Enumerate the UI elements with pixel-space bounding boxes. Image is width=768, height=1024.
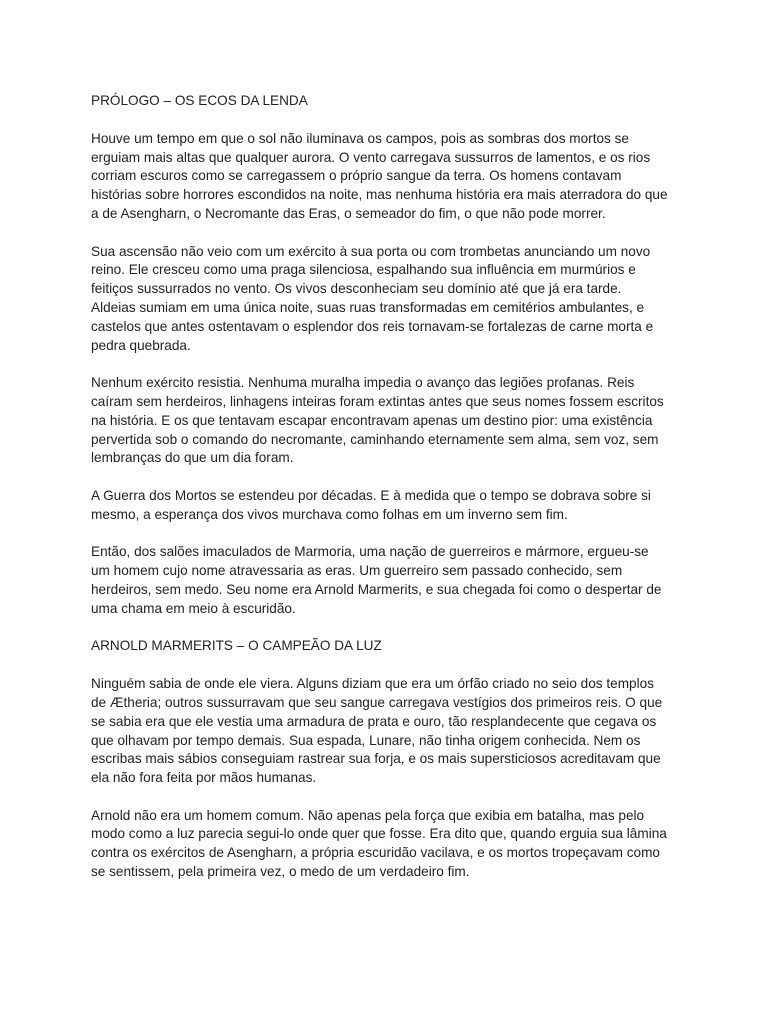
text-line: Aldeias sumiam em uma única noite, suas ruas transformadas em cemitérios ambulantes, e	[91, 299, 645, 315]
section-heading	[91, 637, 691, 656]
text-line: Arnold não era um homem comum. Não apenas pela força que exibia em batalha, mas pelo	[91, 807, 645, 823]
text-line: se sabia era que ele vestia uma armadura de prata e ouro, tão resplandecente que cegava os	[91, 713, 657, 729]
text-line: contra os exércitos de Asengharn, a própria escuridão vacilava, e os mortos tropeçavam como	[91, 845, 660, 861]
text-line: se sentissem, pela primeira vez, o medo de um verdadeiro fim.	[91, 864, 470, 880]
text-line: Sua ascensão não veio com um exército à sua porta ou com trombetas anunciando um novo	[91, 243, 651, 259]
text-line: reino. Ele cresceu como uma praga silenciosa, espalhando sua influência em murmúrios e	[91, 262, 636, 278]
text-line: um homem cujo nome atravessaria as eras. Um guerreiro sem passado conhecido, sem	[91, 563, 623, 579]
text-line: modo como a luz parecia segui-lo onde quer que fosse. Era dito que, quando erguia sua lâmina	[91, 826, 667, 842]
text-line: pervertida sob o comando do necromante, caminhando eternamente sem alma, sem voz, sem	[91, 431, 659, 447]
text-line: escribas mais sábios conseguiam rastrear sua forja, e os mais supersticiosos acreditavam que	[91, 751, 661, 767]
paragraph	[91, 130, 691, 224]
text-line: a de Asengharn, o Necromante das Eras, o semeador do fim, o que não pode morrer.	[91, 205, 606, 221]
text-line: corriam escuros como se carregassem o próprio sangue da terra. Os homens contavam	[91, 168, 622, 184]
text-line: na história. E os que tentavam escapar encontravam apenas um destino pior: uma existência	[91, 412, 653, 428]
section-heading	[91, 92, 691, 111]
text-line: histórias sobre horrores escondidos na noite, mas nenhuma história era mais aterradora do que	[91, 187, 668, 203]
text-line: de Ætheria; outros sussurravam que seu sangue carregava vestígios dos primeiros reis. O que	[91, 694, 663, 710]
paragraph	[91, 374, 691, 468]
text-line: ARNOLD MARMERITS – O CAMPEÃO DA LUZ	[91, 638, 382, 654]
document-page	[91, 92, 691, 901]
text-line: ela não fora feita por mãos humanas.	[91, 770, 317, 786]
text-line: Então, dos salões imaculados de Marmoria, uma nação de guerreiros e mármore, ergueu-se	[91, 544, 649, 560]
paragraph	[91, 675, 691, 788]
text-line: uma chama em meio à escuridão.	[91, 600, 296, 616]
text-line: A Guerra dos Mortos se estendeu por décadas. E à medida que o tempo se dobrava sobre si	[91, 487, 651, 503]
text-line: lembranças do que um dia foram.	[91, 450, 294, 466]
text-line: mesmo, a esperança dos vivos murchava como folhas em um inverno sem fim.	[91, 506, 568, 522]
paragraph	[91, 807, 691, 882]
text-line: herdeiros, sem medo. Seu nome era Arnold Marmerits, e sua chegada foi como o despertar de	[91, 581, 662, 597]
text-line: PRÓLOGO – OS ECOS DA LENDA	[91, 93, 308, 108]
text-line: feitiços sussurrados no vento. Os vivos desconheciam seu domínio até que já era tarde.	[91, 281, 622, 297]
paragraph	[91, 243, 691, 356]
paragraph	[91, 487, 691, 525]
text-line: que olhavam por tempo demais. Sua espada, Lunare, não tinha origem conhecida. Nem os	[91, 732, 641, 748]
text-line: Ninguém sabia de onde ele viera. Alguns diziam que era um órfão criado no seio dos templos	[91, 676, 654, 692]
text-line: Houve um tempo em que o sol não iluminava os campos, pois as sombras dos mortos se	[91, 130, 629, 146]
text-line: caíram sem herdeiros, linhagens inteiras foram extintas antes que seus nomes fossem escritos	[91, 393, 664, 409]
text-line: erguiam mais altas que qualquer aurora. O vento carregava sussurros de lamentos, e os rios	[91, 149, 651, 165]
text-line: castelos que antes ostentavam o esplendor dos reis tornavam-se fortalezas de carne morta e	[91, 318, 654, 334]
text-line: pedra quebrada.	[91, 337, 191, 353]
text-line: Nenhum exército resistia. Nenhuma muralha impedia o avanço das legiões profanas. Reis	[91, 375, 635, 391]
paragraph	[91, 543, 691, 618]
